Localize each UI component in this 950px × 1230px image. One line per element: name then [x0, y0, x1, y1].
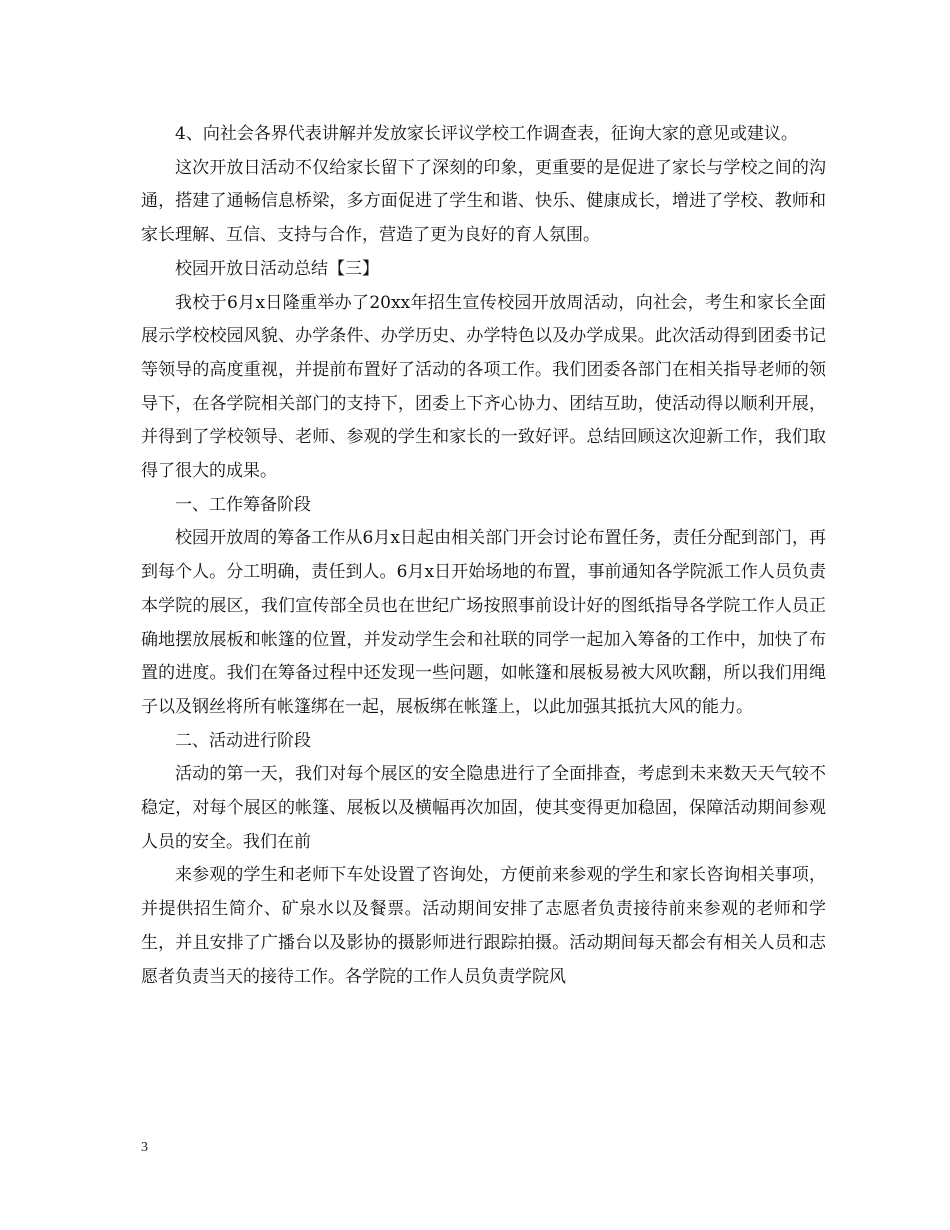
section-heading-preparation: 一、工作筹备阶段: [175, 494, 311, 515]
section-heading-activity: 二、活动进行阶段: [175, 730, 311, 751]
paragraph-activity-reception: 来参观的学生和老师下车处设置了咨询处，方便前来参观的学生和家长咨询相关事项，并提供招生简介、矿泉水以及餐票。活动期间安排了志愿者负责接待前来参观的老师和学生，并且安排了广播台以及影协的摄影师进行跟踪拍摄。活动期间每天都会有相关人员和志愿者负责当天的接待工作。各学院的工作人员负责学院风: [141, 865, 826, 987]
section-heading-summary-three: 校园开放日活动总结【三】: [175, 258, 379, 279]
paragraph-intro: 我校于6月x日隆重举办了20xx年招生宣传校园开放周活动，向社会，考生和家长全面展示学校校园风貌、办学条件、办学历史、办学特色以及办学成果。此次活动得到团委书记等领导的高度重视，并提前布置好了活动的各项工作。我们团委各部门在相关指导老师的领导下，在各学院相关部门的支持下，团委上下齐心协力、团结互助，使活动得以顺利开展，并得到了学校领导、老师、参观的学生和家长的一致好评。总结回顾这次迎新工作，我们取得了很大的成果。: [141, 292, 826, 482]
document-body: [141, 118, 826, 994]
paragraph-preparation: 校园开放周的筹备工作从6月x日起由相关部门开会讨论布置任务，责任分配到部门，再到每个人。分工明确，责任到人。6月x日开始场地的布置，事前通知各学院派工作人员负责本学院的展区，我们宣传部全员也在世纪广场按照事前设计好的图纸指导各学院工作人员正确地摆放展板和帐篷的位置，并发动学生会和社联的同学一起加入筹备的工作中，加快了布置的进度。我们在筹备过程中还发现一些问题，如帐篷和展板易被大风吹翻，所以我们用绳子以及钢丝将所有帐篷绑在一起，展板绑在帐篷上，以此加强其抵抗大风的能力。: [141, 528, 826, 717]
paragraph-open-day-summary: 这次开放日活动不仅给家长留下了深刻的印象，更重要的是促进了家长与学校之间的沟通，搭建了通畅信息桥梁，多方面促进了学生和谐、快乐、健康成长，增进了学校、教师和家长理解、互信、支持与合作，营造了更为良好的育人氛围。: [141, 157, 826, 246]
page-number: 3: [141, 1140, 148, 1155]
paragraph-item-4: 4、向社会各界代表讲解并发放家长评议学校工作调查表，征询大家的意见或建议。: [175, 124, 798, 144]
paragraph-activity-first-day: 活动的第一天，我们对每个展区的安全隐患进行了全面排查，考虑到未来数天天气较不稳定，对每个展区的帐篷、展板以及横幅再次加固，使其变得更加稳固，保障活动期间参观人员的安全。我们在前: [141, 764, 826, 852]
